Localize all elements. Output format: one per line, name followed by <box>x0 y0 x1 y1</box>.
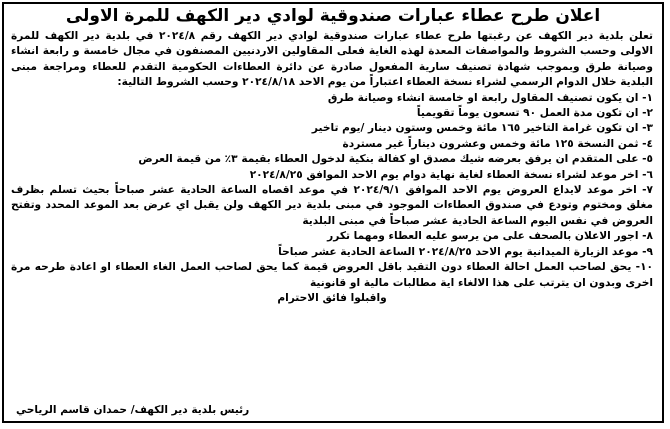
announcement-body <box>4 27 662 306</box>
condition-item: ٨- اجور الاعلان بالصحف على من يرسو عليه العطاء ومهما تكرر <box>327 230 653 243</box>
closing-line: واقبلوا فائق الاحترام <box>277 291 387 304</box>
condition-item: ٣- ان تكون غرامة التاخير ١٦٥ مائة وخمس وستون دينار /يوم تاخير <box>311 122 653 135</box>
condition-item: ١٠- يحق لصاحب العمل احالة العطاء دون التقيد باقل العروض قيمة كما يحق لصاحب العمل الغاء العطاء او اعادة طرحه مرة اخرى وبدون ان يترتب على هذا الالغاء اية مطالبات مالية او قانونية <box>11 261 653 289</box>
condition-item: ١- ان يكون تصنيف المقاول رابعة او خامسة انشاء وصيانة طرق <box>327 91 653 104</box>
conditions-list <box>11 91 653 291</box>
condition-item: ٢- ان تكون مدة العمل ٩٠ تسعون يوماً تقويمياً <box>416 107 653 120</box>
mayor-signature: رئيس بلدية دير الكهف/ حمدان قاسم الرياحي <box>16 404 250 416</box>
announcement-title: اعلان طرح عطاء عبارات صندوقية لوادي دير الكهف للمرة الاولى <box>65 6 601 26</box>
condition-item: ٦- اخر موعد لشراء نسخة العطاء لغاية نهاية دوام يوم الاحد الموافق ٢٠٢٤/٨/٢٥ <box>249 168 653 181</box>
condition-item: ٩- موعد الزيارة الميدانية يوم الاحد ٢٠٢٤/٨/٢٥ الساعة الحادية عشر صباحاً <box>278 245 653 258</box>
condition-item: ٥- على المتقدم ان يرفق بعرضه شيك مصدق او كفالة بنكية لدخول العطاء بقيمة ٣٪ من قيمة العرض <box>138 153 653 166</box>
condition-item: ٤- ثمن النسخة ١٢٥ مائة وخمس وعشرون ديناراً غير مستردة <box>342 137 653 150</box>
announcement-intro: تعلن بلدية دير الكهف عن رغبتها طرح عطاء عبارات صندوقية لوادي دير الكهف رقم ٢٠٢٤/٨ في بلدية دير الكهف للمرة الاولى وحسب الشروط والمواصفات المعدة لهذه الغاية فعلى المقاولين الاردنيين المصنفون في مجال خامسة و رابعة انشاء وصيانة طرق وبموجب شهادة تصنيف سارية المفعول صادرة عن دائرة العطاءات الحكومية التقدم للعطاء ومراجعة مبنى البلدية خلال الدوام الرسمي لشراء نسخة العطاء اعتباراً من يوم الاحد ٢٠٢٤/٨/١٨ وحسب الشروط التالية: <box>11 30 653 89</box>
tender-announcement <box>2 2 664 423</box>
condition-item: ٧- اخر موعد لايداع العروض يوم الاحد الموافق ٢٠٢٤/٩/١ في موعد اقصاه الساعة الحادية عشر صباحاً بحيث تسلم بظرف مغلق ومختوم وتودع في صندوق العطاءات الموجود في مبنى بلدية دير الكهف ولن يقبل اي عرض بعد الموعد المحدد وتفتح العروض في نفس اليوم الساعة الحادية عشر صباحاً في مبنى البلدية <box>11 184 654 227</box>
